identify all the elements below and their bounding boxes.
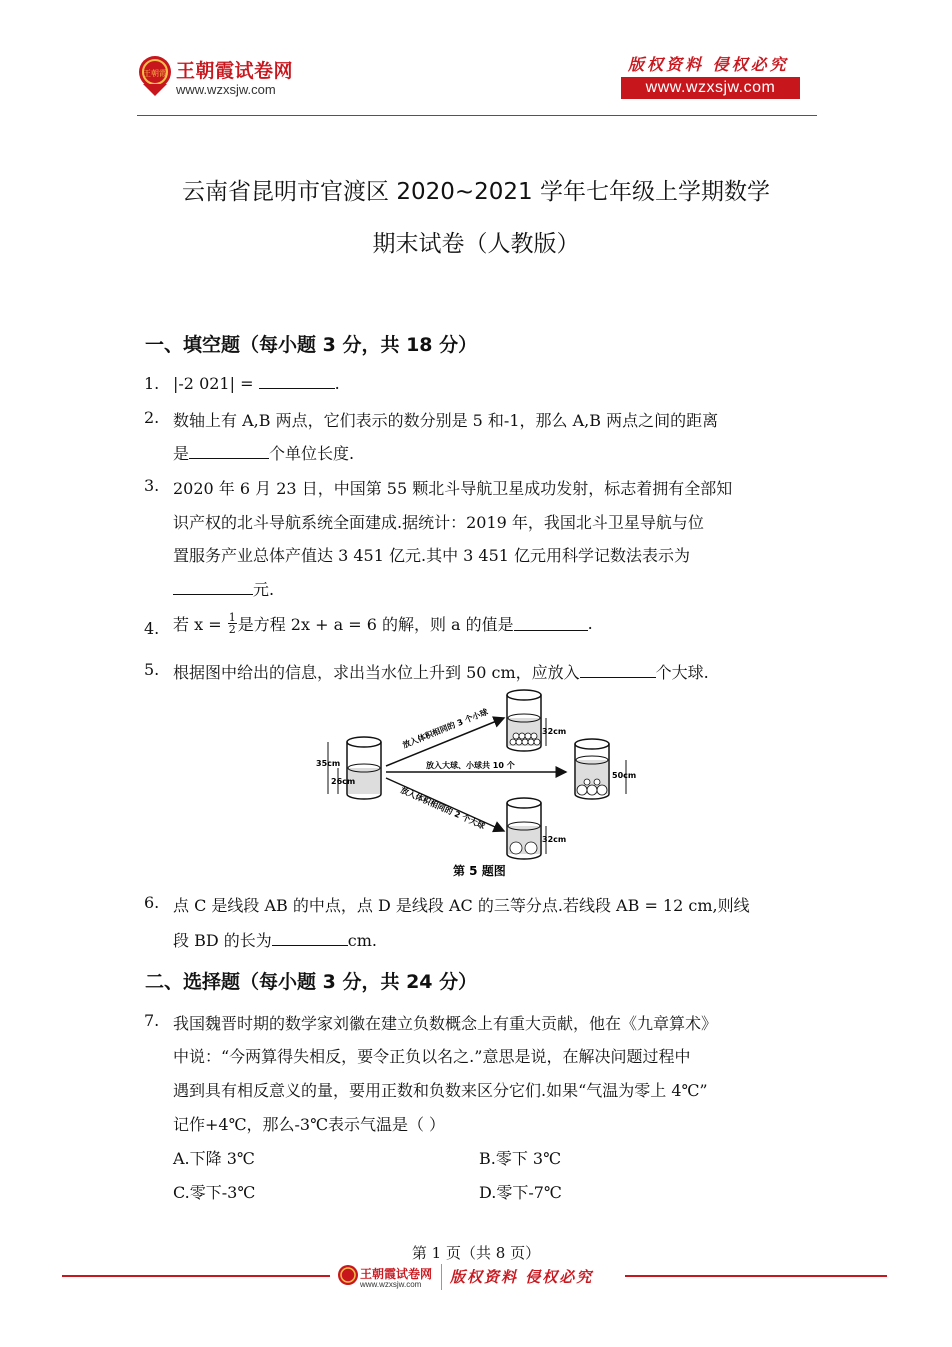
q3-line1: 2020 年 6 月 23 日，中国第 55 颗北斗导航卫星成功发射，标志着拥有全部知 — [173, 479, 733, 498]
q3-blank[interactable] — [173, 580, 253, 595]
footer-copyright: 版权资料 侵权必究 — [450, 1268, 594, 1286]
q5-blank[interactable] — [580, 663, 656, 678]
footer-url[interactable]: www.wzxsjw.com — [360, 1280, 422, 1289]
q1-number: 1. — [144, 374, 160, 393]
logo-text: 王朝霞 — [143, 69, 167, 78]
q4-number: 4. — [144, 619, 160, 638]
q4-blank[interactable] — [514, 616, 588, 631]
q7-line3: 遇到具有相反意义的量，要用正数和负数来区分它们.如果“气温为零上 4℃” — [173, 1081, 708, 1100]
footer-separator — [441, 1264, 442, 1290]
page-title-line2: 期末试卷（人教版） — [372, 231, 580, 257]
q3-line2: 识产权的北斗导航系统全面建成.据统计：2019 年，我国北斗卫星导航与位 — [173, 513, 704, 532]
label-35cm: 35cm — [316, 759, 341, 768]
q7-line2: 中说：“今两算得失相反，要令正负以名之.”意思是说，在解决问题过程中 — [173, 1047, 691, 1066]
footer-brand: 王朝霞试卷网 — [360, 1267, 433, 1281]
q2-line1: 数轴上有 A,B 两点，它们表示的数分别是 5 和-1，那么 A,B 两点之间的距离 — [173, 411, 719, 430]
q2-line2: 是 个单位长度. — [173, 444, 355, 463]
q5-number: 5. — [144, 660, 160, 679]
label-arrow-bottom: 放入体积相同的 2 个大球 — [399, 785, 487, 831]
figure-caption: 第 5 题图 — [453, 864, 506, 878]
footer-logo-icon — [337, 1264, 359, 1288]
brand-name: 王朝霞试卷网 — [176, 60, 294, 82]
footer-rule-right — [625, 1275, 887, 1277]
label-arrow-top: 放入体积相同的 3 个小球 — [401, 707, 490, 750]
label-arrow-middle: 放入大球、小球共 10 个 — [426, 761, 515, 770]
q7-option-b[interactable]: B.零下 3℃ — [479, 1149, 562, 1168]
q6-blank[interactable] — [272, 931, 348, 946]
cylinder-big-balls — [507, 798, 566, 859]
q6-line2: 段 BD 的长为 cm. — [173, 931, 377, 950]
q2-blank[interactable] — [189, 444, 269, 459]
footer-rule-left — [62, 1275, 330, 1277]
q7-option-a[interactable]: A.下降 3℃ — [173, 1149, 255, 1168]
cylinder-mixed-balls — [575, 739, 636, 799]
cylinder-small-balls — [507, 690, 566, 751]
page-number: 第 1 页（共 8 页） — [411, 1244, 541, 1262]
page-title-line1: 云南省昆明市官渡区 2020~2021 学年七年级上学期数学 — [182, 179, 770, 205]
label-26cm: 26cm — [331, 777, 356, 786]
q7-option-c[interactable]: C.零下-3℃ — [173, 1183, 256, 1202]
copyright-notice: 版权资料 侵权必究 — [628, 55, 789, 74]
section1-heading: 一、填空题（每小题 3 分，共 18 分） — [145, 334, 478, 356]
q2-number: 2. — [144, 408, 160, 427]
q5-text: 根据图中给出的信息，求出当水位上升到 50 cm，应放入 个大球. — [173, 663, 709, 682]
label-32cm-top: 32cm — [542, 727, 567, 736]
label-32cm-bottom: 32cm — [542, 835, 567, 844]
q3-line4: 元. — [173, 577, 274, 600]
q7-option-d[interactable]: D.零下-7℃ — [479, 1183, 562, 1202]
q3-line3: 置服务产业总体产值达 3 451 亿元.其中 3 451 亿元用科学记数法表示为 — [173, 546, 691, 565]
q5-figure — [316, 686, 648, 880]
url-badge[interactable]: www.wzxsjw.com — [621, 77, 800, 99]
q4-fraction: $\frac{1}{2}$ — [228, 611, 236, 636]
brand-url[interactable]: www.wzxsjw.com — [176, 82, 276, 97]
q1-text: |-2 021| = . — [173, 374, 340, 393]
q1-blank[interactable] — [259, 374, 335, 389]
q7-number: 7. — [144, 1011, 160, 1030]
section2-heading: 二、选择题（每小题 3 分，共 24 分） — [145, 971, 478, 993]
q6-line1: 点 C 是线段 AB 的中点，点 D 是线段 AC 的三等分点.若线段 AB = 12 cm,则线 — [173, 896, 750, 915]
q6-number: 6. — [144, 893, 160, 912]
label-50cm: 50cm — [612, 771, 637, 780]
q7-line4: 记作+4℃，那么-3℃表示气温是（ ） — [173, 1115, 446, 1134]
header-divider — [137, 115, 817, 116]
q4-text: 若 x = $\frac{1}{2}$ 是方程 2x + a = 6 的解，则 a 的值是 . — [173, 611, 593, 636]
q3-number: 3. — [144, 476, 160, 495]
brand-logo-icon — [137, 54, 173, 98]
left-cylinder — [316, 737, 381, 799]
q7-line1: 我国魏晋时期的数学家刘徽在建立负数概念上有重大贡献，他在《九章算术》 — [173, 1014, 718, 1033]
